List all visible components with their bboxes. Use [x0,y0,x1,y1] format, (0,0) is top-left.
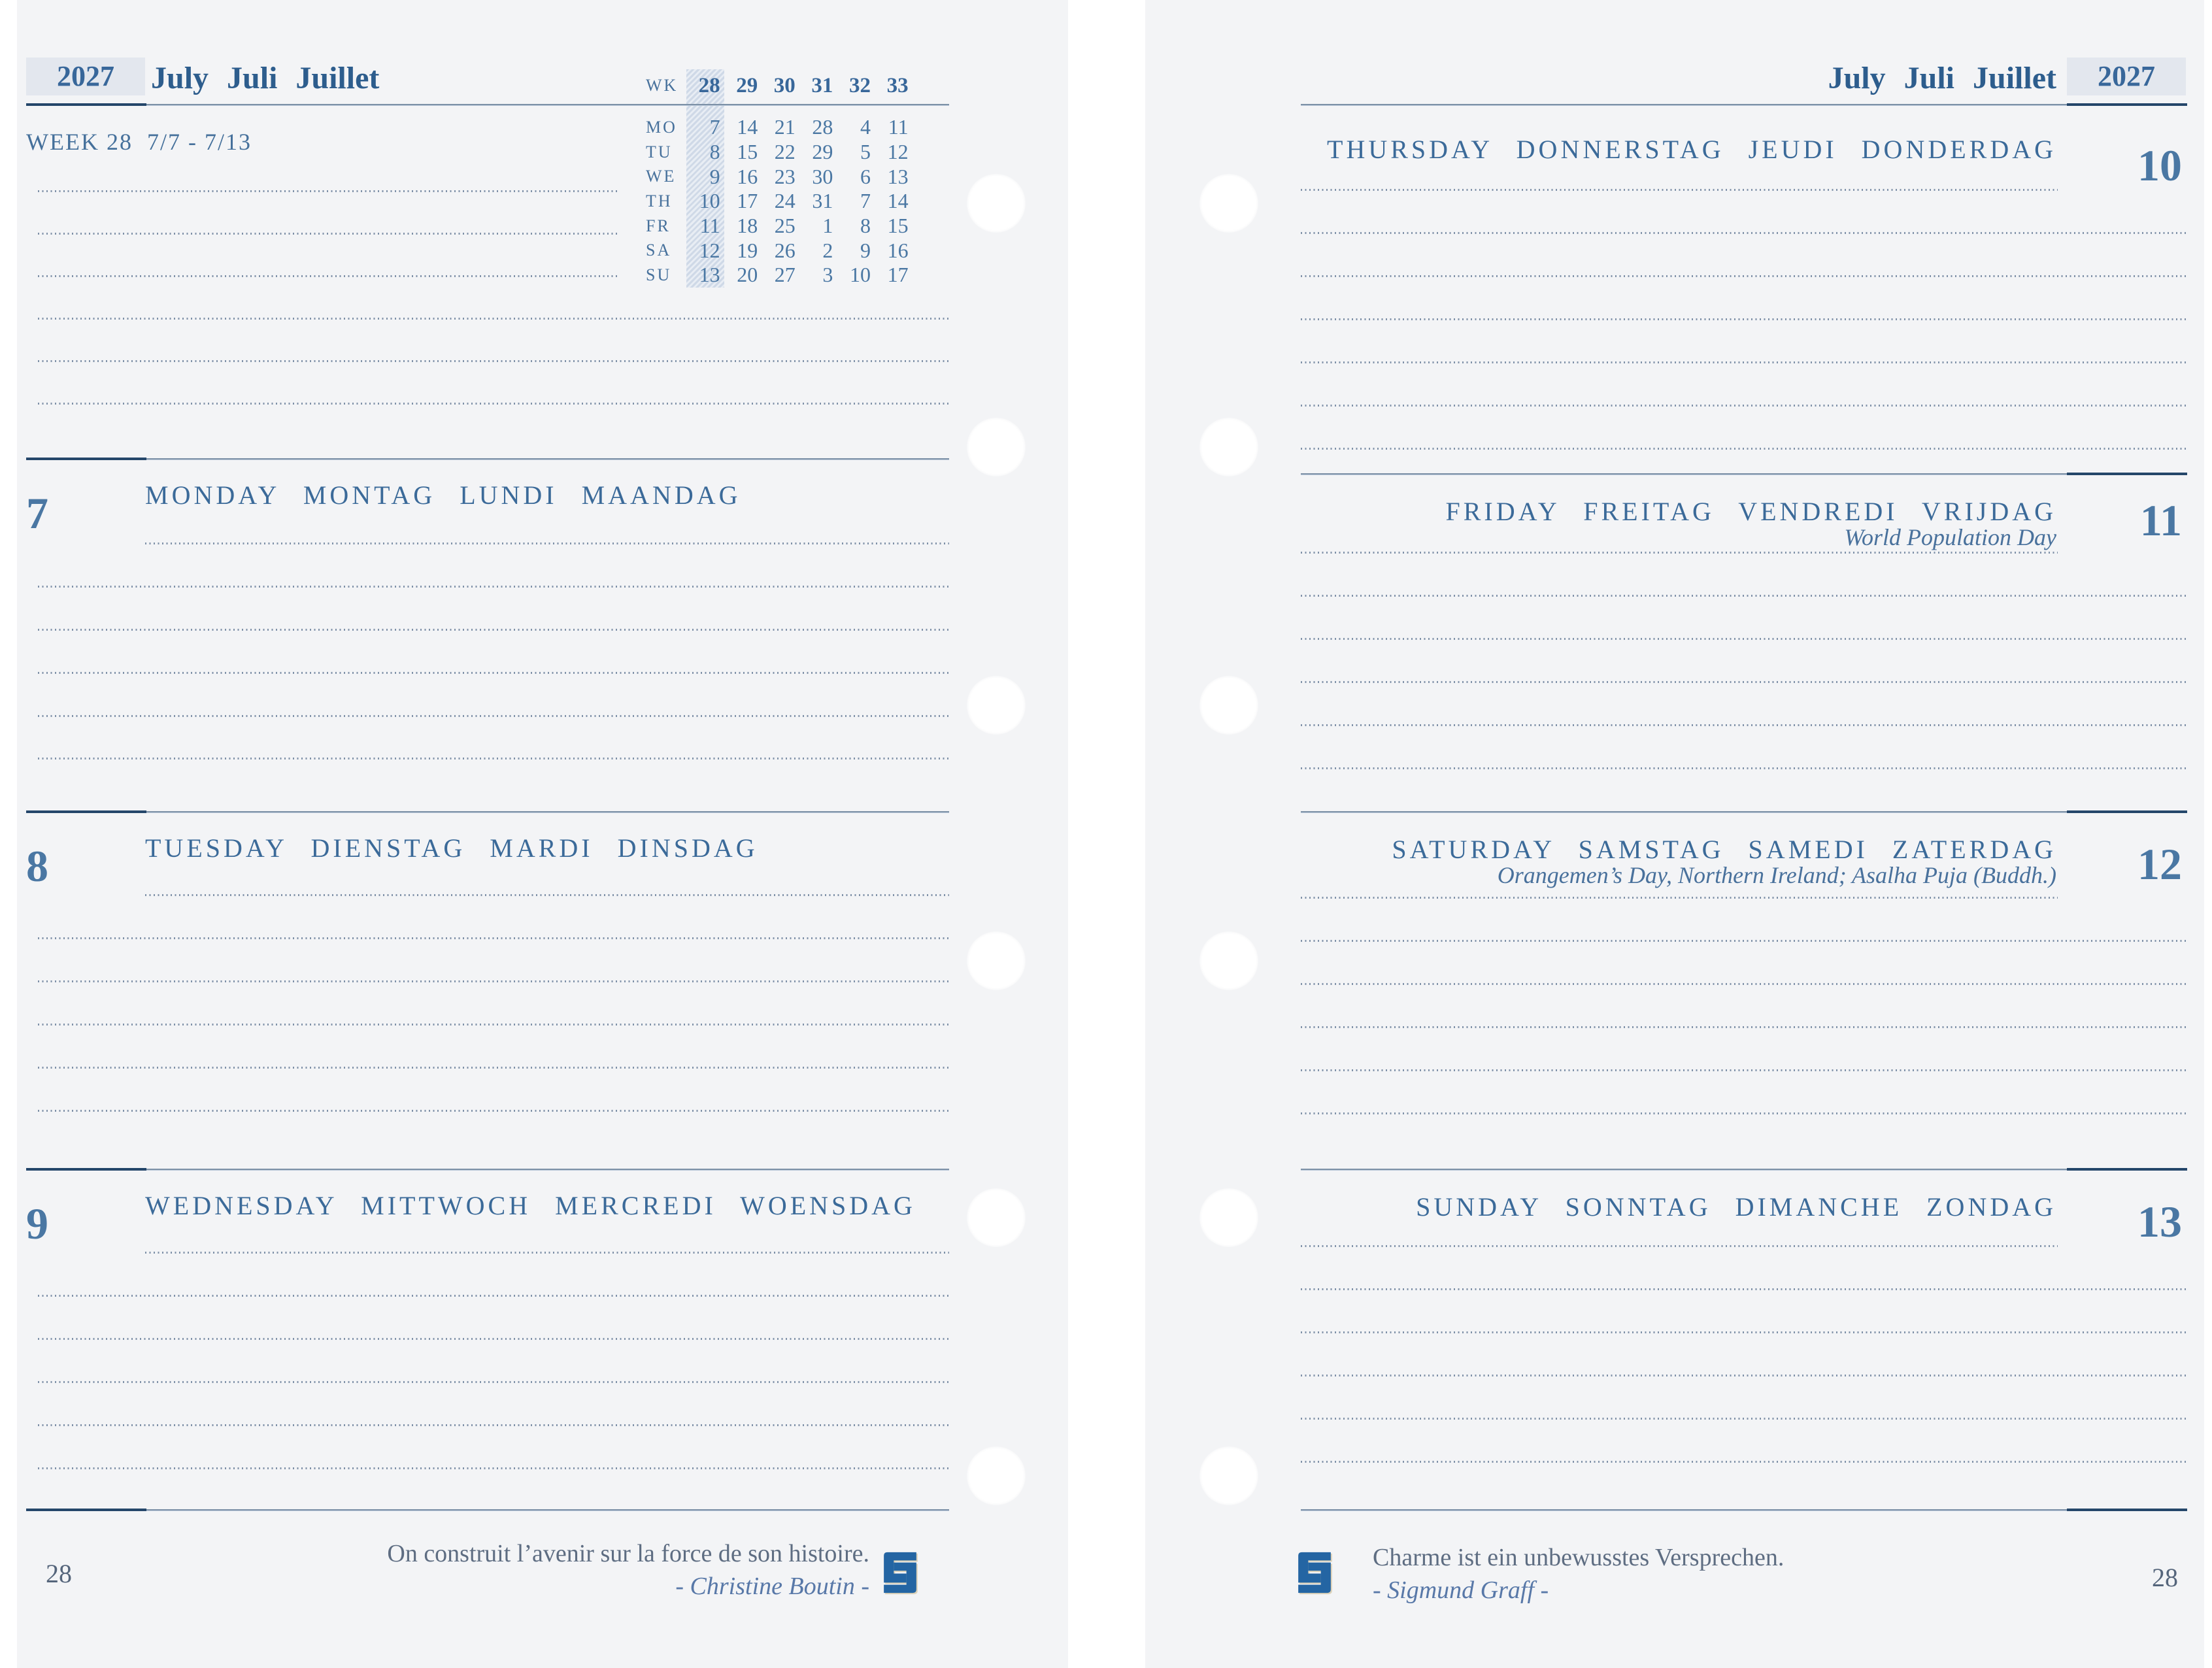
date-cell: 17 [737,189,758,213]
date-cell: 3 [822,263,833,287]
mini-calendar-row [646,238,913,263]
date-cell: 12 [887,140,909,164]
mini-calendar-row [646,115,913,140]
date-cell: 4 [860,115,871,139]
week-column-label: WK [646,76,679,95]
writing-line [1301,552,2058,554]
day-divider [26,810,949,814]
date-cell: 12 [699,238,720,262]
date-cell: 26 [774,238,796,262]
week-label: WEEK 28 7/7 - 7/13 [26,129,252,155]
binder-hole [967,1446,1026,1505]
writing-line [38,1338,949,1340]
date-cell: 8 [709,140,720,164]
day-13-header: SUNDAY SONNTAG DIMANCHE ZONDAG [1416,1192,2056,1222]
writing-line [1301,1461,2187,1463]
date-cell: 9 [860,238,871,262]
day-label: TU [646,142,673,161]
footer-rule [26,1509,949,1512]
writing-line [1301,1288,2187,1290]
writing-line [1301,405,2187,407]
writing-line [1301,1112,2187,1114]
writing-line [1301,232,2187,234]
mini-calendar-row [646,214,913,239]
header-rule [26,103,949,107]
writing-line [38,403,949,405]
writing-line [1301,1069,2187,1071]
writing-line [38,1424,949,1426]
day-12-number: 12 [2137,839,2182,889]
sigel-logo-icon [1296,1550,1333,1595]
month-title: July Juli Juillet [1828,61,2056,95]
mini-calendar-row [646,263,913,288]
date-cell: 19 [737,238,758,262]
header-rule [1301,103,2187,107]
writing-line [1301,983,2187,985]
date-cell: 10 [699,189,720,213]
day-label: SA [646,241,672,260]
day-10-number: 10 [2137,141,2182,190]
day-11-number: 11 [2139,495,2182,545]
writing-line [1301,448,2187,450]
date-cell: 24 [774,189,796,213]
date-cell: 9 [709,164,720,188]
writing-line [38,360,949,362]
day-11-header: FRIDAY FREITAG VENDREDI VRIJDAG [1445,497,2056,526]
date-cell: 30 [812,164,833,188]
writing-line [38,937,949,939]
date-cell: 18 [737,214,758,238]
writing-line [145,894,949,896]
day-8-header: TUESDAY DIENSTAG MARDI DINSDAG [145,833,758,863]
date-cell: 7 [709,115,720,139]
writing-line [38,629,949,631]
date-cell: 8 [860,214,871,238]
date-cell: 21 [774,115,796,139]
day-label: TH [646,191,673,210]
writing-line [38,1381,949,1383]
quote-block [213,1537,869,1603]
week-number: 28 [698,73,720,97]
day-divider [1301,1168,2187,1171]
mini-calendar-row [646,164,913,189]
day-divider [1301,473,2187,476]
right-page [1145,0,2204,1668]
binder-hole [1199,418,1258,476]
writing-line [1301,681,2187,683]
writing-line [1301,361,2187,363]
date-cell: 15 [887,214,909,238]
week-number: 32 [848,73,871,97]
quote-text: On construit l’avenir sur la force de son histoire. [387,1540,869,1567]
writing-line [38,233,620,235]
writing-line [1301,1245,2058,1247]
binder-hole [967,418,1026,476]
date-cell: 14 [887,189,909,213]
writing-line [1301,767,2187,769]
date-cell: 2 [822,238,833,262]
week-number: 31 [811,73,833,97]
writing-line [38,190,620,192]
writing-line [38,672,949,674]
day-10-header: THURSDAY DONNERSTAG JEUDI DONDERDAG [1327,135,2056,164]
day-label: WE [646,167,677,186]
binder-hole [967,174,1026,233]
date-cell: 27 [774,263,796,287]
writing-line [38,1024,949,1026]
day-divider [1301,810,2187,814]
quote-block [1373,1541,2092,1607]
week-number: 33 [886,73,909,97]
quote-author: - Christine Boutin - [675,1573,869,1600]
date-cell: 20 [737,263,758,287]
writing-line [1301,940,2187,942]
page-number: 28 [46,1559,72,1588]
date-cell: 25 [774,214,796,238]
writing-line [38,1110,949,1112]
writing-line [1301,724,2187,726]
sigel-logo-icon [881,1550,919,1595]
writing-line [38,980,949,982]
writing-line [1301,318,2187,320]
writing-line [1301,189,2058,191]
writing-line [1301,1026,2187,1028]
date-cell: 7 [860,189,871,213]
mini-calendar-header [646,72,913,99]
day-7-header: MONDAY MONTAG LUNDI MAANDAG [145,480,741,510]
writing-line [38,1067,949,1069]
date-cell: 6 [860,164,871,188]
date-cell: 1 [822,214,833,238]
binder-hole [1199,676,1258,735]
date-cell: 15 [737,140,758,164]
writing-line [38,1295,949,1297]
date-cell: 22 [774,140,796,164]
mini-calendar-row [646,140,913,165]
year-badge: 2027 [2067,58,2186,95]
mini-calendar-row [646,189,913,214]
left-page [17,0,1068,1668]
binder-hole [1199,174,1258,233]
writing-line [1301,1331,2187,1333]
quote-author: - Sigmund Graff - [1373,1576,1549,1604]
writing-line [1301,595,2187,597]
date-cell: 17 [887,263,909,287]
day-label: MO [646,117,677,137]
month-title: July Juli Juillet [151,61,380,95]
day-9-header: WEDNESDAY MITTWOCH MERCREDI WOENSDAG [145,1191,916,1220]
day-11-holiday: World Population Day [1844,524,2056,550]
writing-line [1301,1418,2187,1420]
writing-line [145,1252,949,1254]
writing-line [1301,1375,2187,1376]
day-8-number: 8 [26,841,48,891]
date-cell: 10 [849,263,871,287]
date-cell: 14 [737,115,758,139]
writing-line [1301,638,2187,640]
day-12-holiday: Orangemen’s Day, Northern Ireland; Asalha Puja (Buddh.) [1497,862,2056,888]
day-7-number: 7 [26,488,48,538]
quote-text: Charme ist ein unbewusstes Versprechen. [1373,1544,1785,1571]
page-number: 28 [2152,1563,2178,1592]
footer-rule [1301,1509,2187,1512]
week-number: 29 [736,73,758,97]
date-cell: 16 [887,238,909,262]
date-cell: 11 [888,115,909,139]
day-label: SU [646,265,672,284]
date-cell: 16 [737,164,758,188]
writing-line [1301,275,2187,277]
day-9-number: 9 [26,1199,48,1248]
writing-line [1301,897,2058,899]
day-divider [26,1168,949,1171]
binder-hole [1199,931,1258,990]
date-cell: 31 [812,189,833,213]
writing-line [38,318,949,320]
writing-line [145,542,949,544]
writing-line [38,758,949,759]
date-cell: 28 [812,115,833,139]
day-12-header: SATURDAY SAMSTAG SAMEDI ZATERDAG [1392,835,2056,864]
binder-hole [1199,1446,1258,1505]
date-cell: 11 [699,214,720,238]
date-cell: 23 [774,164,796,188]
date-cell: 5 [860,140,871,164]
writing-line [38,715,949,717]
binder-hole [967,931,1026,990]
binder-hole [967,1188,1026,1247]
year-badge: 2027 [26,58,145,95]
writing-line [38,275,620,277]
day-label: FR [646,216,671,235]
day-divider [26,458,949,461]
writing-line [38,1467,949,1469]
week-number: 30 [773,73,796,97]
date-cell: 13 [699,263,720,287]
date-cell: 13 [887,164,909,188]
binder-hole [1199,1188,1258,1247]
date-cell: 29 [812,140,833,164]
binder-hole [967,676,1026,735]
writing-line [38,586,949,588]
mini-calendar [646,115,913,288]
day-13-number: 13 [2137,1197,2182,1246]
